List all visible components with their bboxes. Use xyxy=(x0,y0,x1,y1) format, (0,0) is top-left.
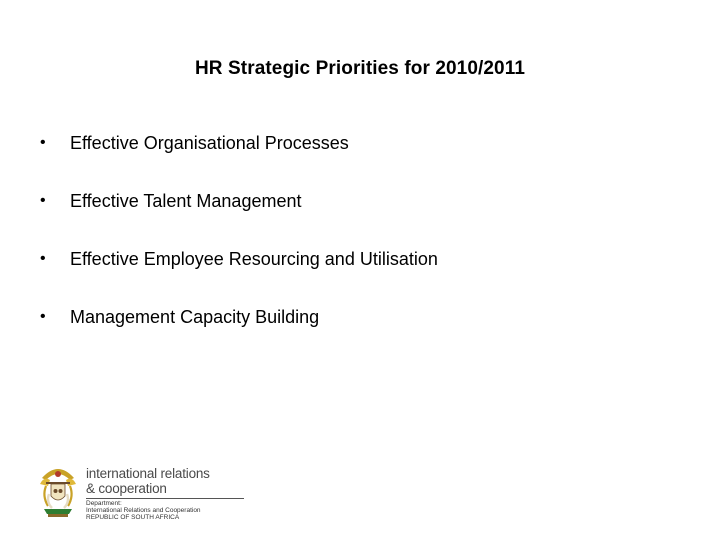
bullet-item xyxy=(40,246,438,272)
bullet-item xyxy=(40,304,438,330)
department-logo xyxy=(36,462,236,522)
logo-divider xyxy=(86,498,244,499)
logo-name-line-2: & cooperation xyxy=(86,481,167,496)
logo-sub-line-2: International Relations and Cooperation xyxy=(86,507,201,514)
bullet-item xyxy=(40,130,438,156)
bullet-dot-icon: • xyxy=(40,250,46,267)
bullet-dot-icon: • xyxy=(40,134,46,151)
bullet-text: Effective Employee Resourcing and Utilisation xyxy=(70,248,438,269)
bullet-text: Effective Organisational Processes xyxy=(70,132,349,153)
coat-of-arms-icon xyxy=(36,462,80,520)
bullet-dot-icon: • xyxy=(40,308,46,325)
logo-name-line-1: international relations xyxy=(86,466,210,481)
slide-title: HR Strategic Priorities for 2010/2011 xyxy=(194,58,526,79)
logo-sub-line-1: Department: xyxy=(86,500,122,507)
bullet-list xyxy=(40,130,438,362)
bullet-item xyxy=(40,188,438,214)
logo-sub-line-3: REPUBLIC OF SOUTH AFRICA xyxy=(86,514,180,521)
bullet-text: Management Capacity Building xyxy=(70,306,320,327)
bullet-text: Effective Talent Management xyxy=(70,190,302,211)
bullet-dot-icon: • xyxy=(40,192,46,209)
